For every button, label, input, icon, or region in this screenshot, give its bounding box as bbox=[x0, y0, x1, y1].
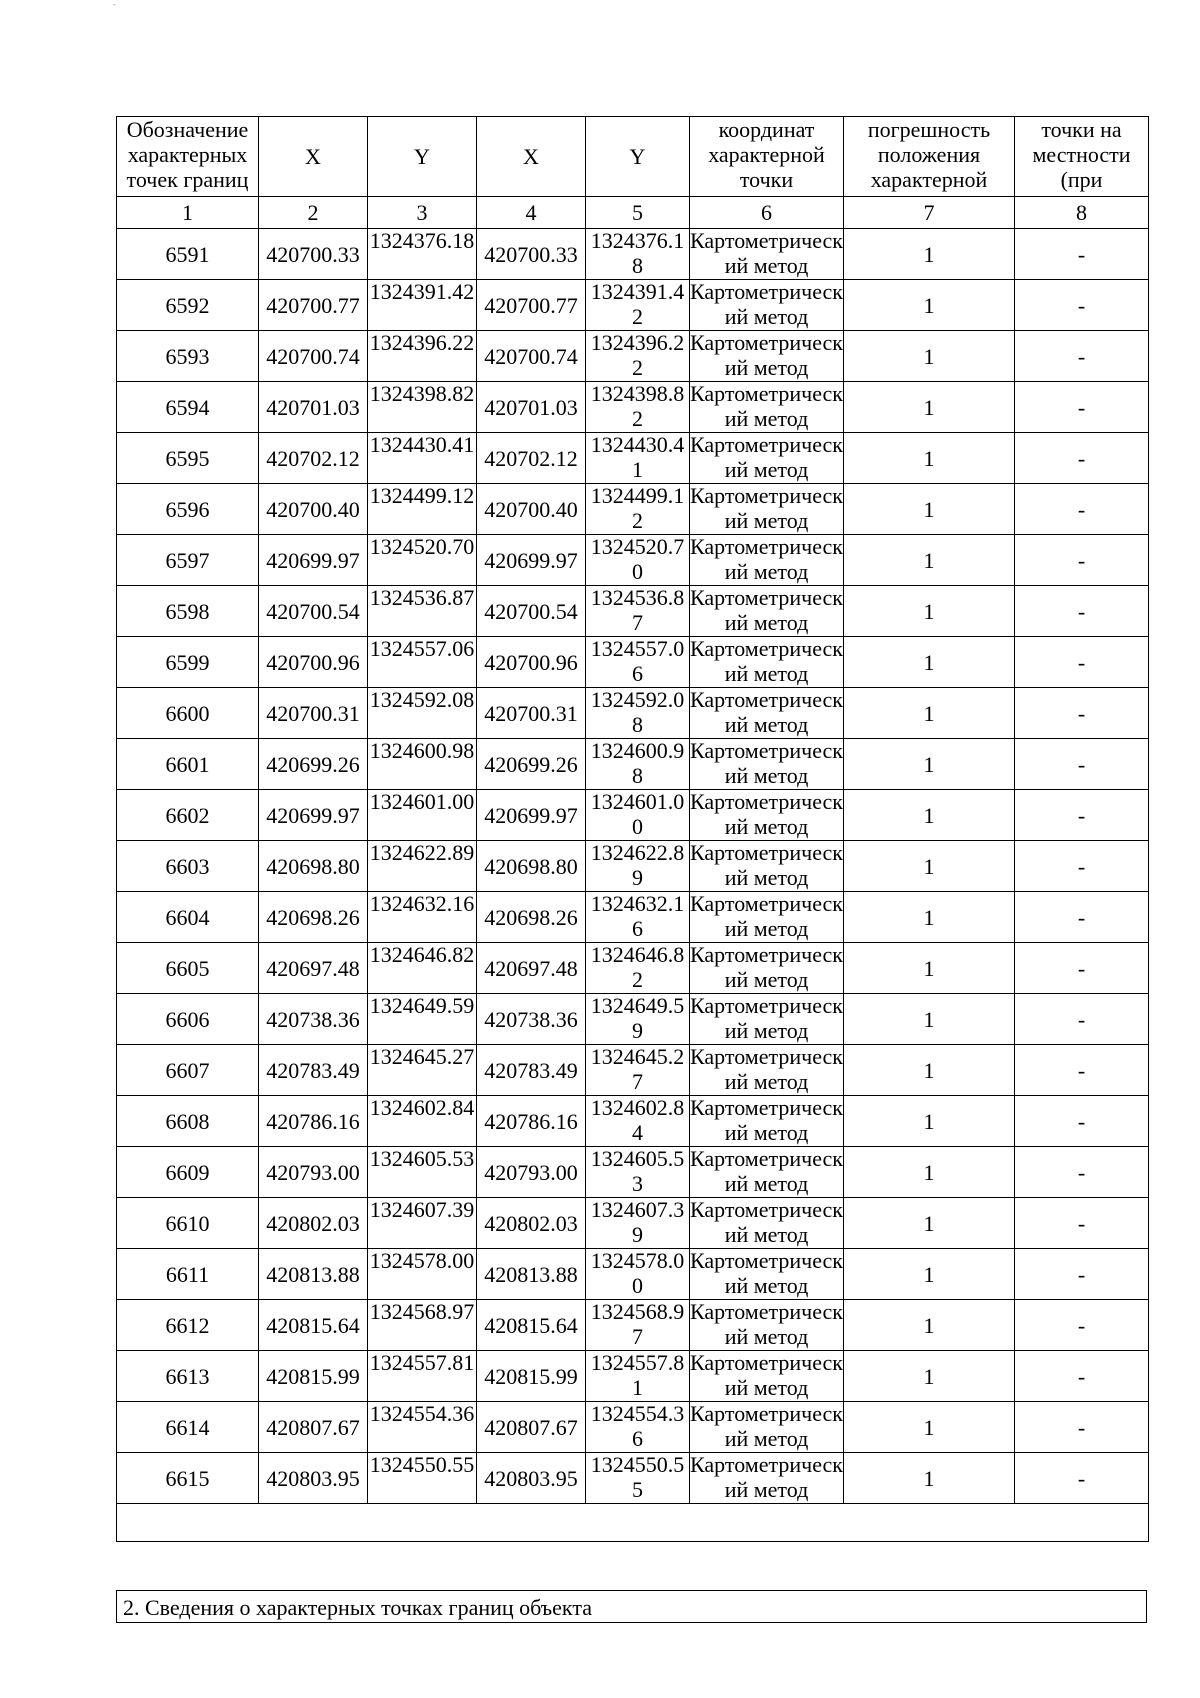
cell-y2: 1324398.82 bbox=[586, 382, 690, 433]
cell-point-id: 6607 bbox=[117, 1045, 259, 1096]
table-row bbox=[117, 688, 1149, 739]
cell-x2: 420738.36 bbox=[477, 994, 586, 1045]
column-number: 2 bbox=[259, 197, 368, 229]
cell-error: 1 bbox=[844, 943, 1015, 994]
table-row bbox=[117, 943, 1149, 994]
cell-x2: 420700.31 bbox=[477, 688, 586, 739]
cell-point-id: 6615 bbox=[117, 1453, 259, 1504]
cell-y2: 1324632.16 bbox=[586, 892, 690, 943]
cell-x1: 420700.96 bbox=[259, 637, 368, 688]
cell-x2: 420802.03 bbox=[477, 1198, 586, 1249]
cell-x2: 420803.95 bbox=[477, 1453, 586, 1504]
column-number: 1 bbox=[117, 197, 259, 229]
page-mark: - bbox=[113, 0, 116, 9]
cell-y1: 1324646.82 bbox=[368, 943, 477, 994]
cell-x1: 420813.88 bbox=[259, 1249, 368, 1300]
cell-error: 1 bbox=[844, 1045, 1015, 1096]
cell-point-id: 6604 bbox=[117, 892, 259, 943]
cell-error: 1 bbox=[844, 1147, 1015, 1198]
cell-y2: 1324592.08 bbox=[586, 688, 690, 739]
cell-error: 1 bbox=[844, 1249, 1015, 1300]
cell-y1: 1324578.00 bbox=[368, 1249, 477, 1300]
cell-x1: 420700.77 bbox=[259, 280, 368, 331]
cell-point-id: 6603 bbox=[117, 841, 259, 892]
cell-method: Картометрический метод bbox=[690, 840, 843, 890]
cell-x1: 420698.80 bbox=[259, 841, 368, 892]
cell-error: 1 bbox=[844, 1198, 1015, 1249]
cell-y2: 1324536.87 bbox=[586, 586, 690, 637]
table-row bbox=[117, 1198, 1149, 1249]
table-row bbox=[117, 892, 1149, 943]
cell-y1: 1324554.36 bbox=[368, 1402, 477, 1453]
cell-description: - bbox=[1015, 229, 1149, 280]
cell-description: - bbox=[1015, 1453, 1149, 1504]
table-row bbox=[117, 382, 1149, 433]
header-cell-x2: X bbox=[477, 117, 586, 197]
column-number: 4 bbox=[477, 197, 586, 229]
cell-x1: 420807.67 bbox=[259, 1402, 368, 1453]
cell-description: - bbox=[1015, 1249, 1149, 1300]
cell-point-id: 6605 bbox=[117, 943, 259, 994]
cell-point-id: 6602 bbox=[117, 790, 259, 841]
cell-x1: 420701.03 bbox=[259, 382, 368, 433]
column-number: 5 bbox=[586, 197, 690, 229]
table-row bbox=[117, 1300, 1149, 1351]
column-number: 8 bbox=[1015, 197, 1149, 229]
cell-point-id: 6610 bbox=[117, 1198, 259, 1249]
cell-description: - bbox=[1015, 1147, 1149, 1198]
cell-error: 1 bbox=[844, 586, 1015, 637]
cell-error: 1 bbox=[844, 331, 1015, 382]
cell-error: 1 bbox=[844, 382, 1015, 433]
table-row bbox=[117, 739, 1149, 790]
cell-description: - bbox=[1015, 484, 1149, 535]
coordinates-table bbox=[116, 116, 1149, 1542]
cell-method: Картометрический метод bbox=[690, 228, 843, 278]
table-row bbox=[117, 484, 1149, 535]
cell-method: Картометрический метод bbox=[690, 1350, 843, 1400]
cell-y2: 1324601.00 bbox=[586, 790, 690, 841]
cell-y1: 1324622.89 bbox=[368, 841, 477, 892]
cell-error: 1 bbox=[844, 229, 1015, 280]
cell-description: - bbox=[1015, 1045, 1149, 1096]
cell-y1: 1324430.41 bbox=[368, 433, 477, 484]
cell-x2: 420813.88 bbox=[477, 1249, 586, 1300]
cell-error: 1 bbox=[844, 1300, 1015, 1351]
cell-description: - bbox=[1015, 1300, 1149, 1351]
cell-error: 1 bbox=[844, 433, 1015, 484]
cell-point-id: 6599 bbox=[117, 637, 259, 688]
cell-point-id: 6592 bbox=[117, 280, 259, 331]
cell-method: Картометрический метод bbox=[690, 1044, 843, 1094]
cell-description: - bbox=[1015, 943, 1149, 994]
cell-description: - bbox=[1015, 433, 1149, 484]
table-row bbox=[117, 229, 1149, 280]
column-number-row bbox=[117, 197, 1149, 229]
cell-x1: 420702.12 bbox=[259, 433, 368, 484]
table-row bbox=[117, 1351, 1149, 1402]
cell-description: - bbox=[1015, 688, 1149, 739]
column-number: 3 bbox=[368, 197, 477, 229]
cell-x1: 420700.54 bbox=[259, 586, 368, 637]
cell-point-id: 6598 bbox=[117, 586, 259, 637]
cell-y2: 1324649.59 bbox=[586, 994, 690, 1045]
column-number: 6 bbox=[690, 197, 844, 229]
cell-error: 1 bbox=[844, 892, 1015, 943]
cell-error: 1 bbox=[844, 841, 1015, 892]
cell-y1: 1324398.82 bbox=[368, 382, 477, 433]
table-row bbox=[117, 1249, 1149, 1300]
cell-method: Картометрический метод bbox=[690, 738, 843, 788]
cell-y1: 1324607.39 bbox=[368, 1198, 477, 1249]
cell-description: - bbox=[1015, 790, 1149, 841]
cell-method: Картометрический метод bbox=[690, 942, 843, 992]
cell-point-id: 6601 bbox=[117, 739, 259, 790]
cell-point-id: 6593 bbox=[117, 331, 259, 382]
cell-y1: 1324601.00 bbox=[368, 790, 477, 841]
cell-error: 1 bbox=[844, 484, 1015, 535]
cell-method: Картометрический метод bbox=[690, 1248, 843, 1298]
cell-x1: 420700.31 bbox=[259, 688, 368, 739]
cell-point-id: 6591 bbox=[117, 229, 259, 280]
cell-x1: 420700.74 bbox=[259, 331, 368, 382]
cell-point-id: 6595 bbox=[117, 433, 259, 484]
cell-y2: 1324622.89 bbox=[586, 841, 690, 892]
cell-x2: 420700.54 bbox=[477, 586, 586, 637]
cell-point-id: 6613 bbox=[117, 1351, 259, 1402]
table-body bbox=[117, 117, 1149, 1542]
cell-error: 1 bbox=[844, 1351, 1015, 1402]
cell-point-id: 6608 bbox=[117, 1096, 259, 1147]
table-footer-row bbox=[117, 1504, 1149, 1542]
cell-error: 1 bbox=[844, 790, 1015, 841]
cell-x1: 420698.26 bbox=[259, 892, 368, 943]
cell-x1: 420697.48 bbox=[259, 943, 368, 994]
table-row bbox=[117, 841, 1149, 892]
cell-point-id: 6596 bbox=[117, 484, 259, 535]
column-number: 7 bbox=[844, 197, 1015, 229]
cell-y1: 1324632.16 bbox=[368, 892, 477, 943]
cell-x1: 420699.97 bbox=[259, 790, 368, 841]
cell-error: 1 bbox=[844, 280, 1015, 331]
cell-method: Картометрический метод bbox=[690, 789, 843, 839]
table-row bbox=[117, 1096, 1149, 1147]
cell-y2: 1324557.06 bbox=[586, 637, 690, 688]
cell-x2: 420783.49 bbox=[477, 1045, 586, 1096]
cell-y2: 1324499.12 bbox=[586, 484, 690, 535]
cell-y1: 1324391.42 bbox=[368, 280, 477, 331]
cell-description: - bbox=[1015, 280, 1149, 331]
cell-y1: 1324557.06 bbox=[368, 637, 477, 688]
cell-y2: 1324602.84 bbox=[586, 1096, 690, 1147]
cell-method: Картометрический метод bbox=[690, 1299, 843, 1349]
cell-method: Картометрический метод bbox=[690, 993, 843, 1043]
cell-y2: 1324520.70 bbox=[586, 535, 690, 586]
cell-y1: 1324557.81 bbox=[368, 1351, 477, 1402]
cell-method: Картометрический метод bbox=[690, 534, 843, 584]
cell-x1: 420793.00 bbox=[259, 1147, 368, 1198]
cell-x1: 420700.33 bbox=[259, 229, 368, 280]
cell-x1: 420815.99 bbox=[259, 1351, 368, 1402]
cell-y1: 1324499.12 bbox=[368, 484, 477, 535]
cell-method: Картометрический метод bbox=[690, 483, 843, 533]
table-header-row bbox=[117, 117, 1149, 197]
cell-y2: 1324600.98 bbox=[586, 739, 690, 790]
cell-x2: 420807.67 bbox=[477, 1402, 586, 1453]
cell-error: 1 bbox=[844, 1453, 1015, 1504]
cell-description: - bbox=[1015, 1402, 1149, 1453]
cell-description: - bbox=[1015, 739, 1149, 790]
cell-x2: 420698.80 bbox=[477, 841, 586, 892]
cell-error: 1 bbox=[844, 535, 1015, 586]
cell-y2: 1324554.36 bbox=[586, 1402, 690, 1453]
cell-description: - bbox=[1015, 1198, 1149, 1249]
cell-y1: 1324376.18 bbox=[368, 229, 477, 280]
table-row bbox=[117, 637, 1149, 688]
header-cell-y2: Y bbox=[586, 117, 690, 197]
cell-y2: 1324557.81 bbox=[586, 1351, 690, 1402]
cell-y2: 1324376.18 bbox=[586, 229, 690, 280]
cell-y1: 1324600.98 bbox=[368, 739, 477, 790]
cell-x2: 420698.26 bbox=[477, 892, 586, 943]
cell-y2: 1324391.42 bbox=[586, 280, 690, 331]
cell-y1: 1324645.27 bbox=[368, 1045, 477, 1096]
cell-y2: 1324568.97 bbox=[586, 1300, 690, 1351]
table-row bbox=[117, 433, 1149, 484]
cell-method: Картометрический метод bbox=[690, 1095, 843, 1145]
cell-description: - bbox=[1015, 637, 1149, 688]
cell-y1: 1324396.22 bbox=[368, 331, 477, 382]
cell-x1: 420786.16 bbox=[259, 1096, 368, 1147]
cell-y1: 1324520.70 bbox=[368, 535, 477, 586]
table-row bbox=[117, 790, 1149, 841]
cell-y2: 1324396.22 bbox=[586, 331, 690, 382]
cell-x2: 420699.97 bbox=[477, 790, 586, 841]
cell-method: Картометрический метод bbox=[690, 585, 843, 635]
cell-x1: 420783.49 bbox=[259, 1045, 368, 1096]
cell-x2: 420700.40 bbox=[477, 484, 586, 535]
cell-method: Картометрический метод bbox=[690, 636, 843, 686]
cell-x2: 420700.77 bbox=[477, 280, 586, 331]
cell-x2: 420699.26 bbox=[477, 739, 586, 790]
cell-y2: 1324605.53 bbox=[586, 1147, 690, 1198]
cell-y2: 1324607.39 bbox=[586, 1198, 690, 1249]
cell-method: Картометрический метод bbox=[690, 279, 843, 329]
cell-y2: 1324578.00 bbox=[586, 1249, 690, 1300]
table-row bbox=[117, 535, 1149, 586]
cell-description: - bbox=[1015, 382, 1149, 433]
cell-point-id: 6600 bbox=[117, 688, 259, 739]
cell-y1: 1324536.87 bbox=[368, 586, 477, 637]
header-cell-x1: X bbox=[259, 117, 368, 197]
cell-method: Картометрический метод bbox=[690, 1452, 843, 1502]
cell-method: Картометрический метод bbox=[690, 687, 843, 737]
cell-y1: 1324649.59 bbox=[368, 994, 477, 1045]
cell-description: - bbox=[1015, 586, 1149, 637]
cell-method: Картометрический метод bbox=[690, 381, 843, 431]
cell-y2: 1324550.55 bbox=[586, 1453, 690, 1504]
cell-error: 1 bbox=[844, 739, 1015, 790]
table-row bbox=[117, 994, 1149, 1045]
cell-point-id: 6594 bbox=[117, 382, 259, 433]
cell-x1: 420815.64 bbox=[259, 1300, 368, 1351]
cell-x2: 420702.12 bbox=[477, 433, 586, 484]
cell-description: - bbox=[1015, 841, 1149, 892]
section-title: 2. Сведения о характерных точках границ объекта bbox=[116, 1590, 1147, 1623]
cell-error: 1 bbox=[844, 1096, 1015, 1147]
cell-y1: 1324592.08 bbox=[368, 688, 477, 739]
cell-x2: 420815.64 bbox=[477, 1300, 586, 1351]
cell-y2: 1324430.41 bbox=[586, 433, 690, 484]
cell-description: - bbox=[1015, 331, 1149, 382]
table-row bbox=[117, 1402, 1149, 1453]
cell-error: 1 bbox=[844, 994, 1015, 1045]
cell-description: - bbox=[1015, 1096, 1149, 1147]
cell-x2: 420786.16 bbox=[477, 1096, 586, 1147]
cell-method: Картометрический метод bbox=[690, 1197, 843, 1247]
cell-y2: 1324646.82 bbox=[586, 943, 690, 994]
cell-x1: 420700.40 bbox=[259, 484, 368, 535]
cell-method: Картометрический метод bbox=[690, 432, 843, 482]
cell-point-id: 6597 bbox=[117, 535, 259, 586]
table-row bbox=[117, 1045, 1149, 1096]
cell-y1: 1324605.53 bbox=[368, 1147, 477, 1198]
cell-x1: 420738.36 bbox=[259, 994, 368, 1045]
cell-description: - bbox=[1015, 892, 1149, 943]
cell-x2: 420815.99 bbox=[477, 1351, 586, 1402]
cell-point-id: 6614 bbox=[117, 1402, 259, 1453]
table-footer-cell bbox=[117, 1504, 1149, 1542]
cell-description: - bbox=[1015, 994, 1149, 1045]
cell-method: Картометрический метод bbox=[690, 891, 843, 941]
cell-x2: 420701.03 bbox=[477, 382, 586, 433]
cell-error: 1 bbox=[844, 688, 1015, 739]
cell-method: Картометрический метод bbox=[690, 1401, 843, 1451]
cell-description: - bbox=[1015, 1351, 1149, 1402]
cell-x1: 420803.95 bbox=[259, 1453, 368, 1504]
cell-point-id: 6609 bbox=[117, 1147, 259, 1198]
cell-point-id: 6606 bbox=[117, 994, 259, 1045]
cell-y2: 1324645.27 bbox=[586, 1045, 690, 1096]
cell-y1: 1324568.97 bbox=[368, 1300, 477, 1351]
cell-x2: 420700.74 bbox=[477, 331, 586, 382]
cell-y1: 1324602.84 bbox=[368, 1096, 477, 1147]
header-cell-error: погрешность положения характерной bbox=[844, 117, 1015, 197]
cell-point-id: 6612 bbox=[117, 1300, 259, 1351]
header-cell-description: точки на местности (при bbox=[1015, 117, 1149, 197]
cell-x1: 420699.97 bbox=[259, 535, 368, 586]
cell-x2: 420700.33 bbox=[477, 229, 586, 280]
cell-method: Картометрический метод bbox=[690, 330, 843, 380]
table-row bbox=[117, 1453, 1149, 1504]
cell-x1: 420802.03 bbox=[259, 1198, 368, 1249]
cell-x2: 420793.00 bbox=[477, 1147, 586, 1198]
cell-y1: 1324550.55 bbox=[368, 1453, 477, 1504]
header-cell-y1: Y bbox=[368, 117, 477, 197]
table-row bbox=[117, 331, 1149, 382]
cell-error: 1 bbox=[844, 1402, 1015, 1453]
table-row bbox=[117, 586, 1149, 637]
cell-x2: 420699.97 bbox=[477, 535, 586, 586]
header-cell-point-id: Обозначение характерных точек границ bbox=[117, 117, 259, 197]
cell-method: Картометрический метод bbox=[690, 1146, 843, 1196]
table-row bbox=[117, 280, 1149, 331]
cell-x2: 420700.96 bbox=[477, 637, 586, 688]
cell-x2: 420697.48 bbox=[477, 943, 586, 994]
cell-description: - bbox=[1015, 535, 1149, 586]
header-cell-method: координат характерной точки bbox=[690, 117, 844, 197]
table-row bbox=[117, 1147, 1149, 1198]
cell-error: 1 bbox=[844, 637, 1015, 688]
cell-point-id: 6611 bbox=[117, 1249, 259, 1300]
cell-x1: 420699.26 bbox=[259, 739, 368, 790]
